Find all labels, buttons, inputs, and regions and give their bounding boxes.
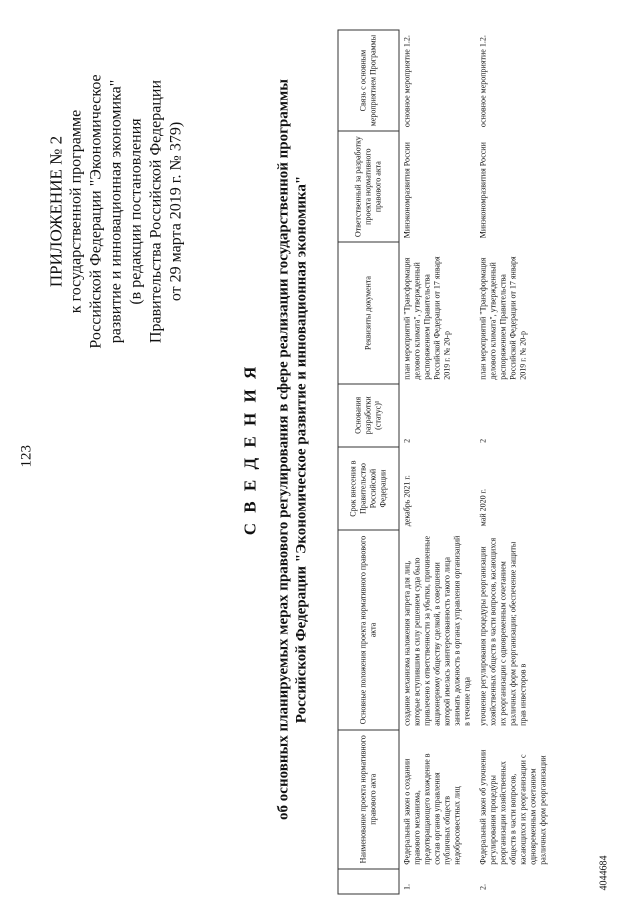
header-link: Связь с основным мероприятием Программы: [338, 30, 399, 131]
document-code: 4044684: [598, 855, 610, 891]
row-responsible: Минэкономразвития России: [402, 142, 412, 239]
appendix-line: от 29 марта 2019 г. № 379): [167, 121, 185, 302]
row-deadline: декабрь 2021 г.: [402, 475, 412, 527]
header-responsible: Ответственный за разработку проекта нормативного правового акта: [338, 131, 399, 242]
row-deadline: май 2020 г.: [478, 489, 488, 527]
appendix-line: (в редакции постановления: [127, 118, 145, 305]
document-subtitle-line: Российской Федерации "Экономическое развитие и инновационная экономика": [293, 175, 310, 724]
row-num: 2.: [478, 884, 488, 890]
row-name: Федеральный закон об уточнении регулирования процедуры реорганизации хозяйственных обществ в части вопросов, касающихся их реорганизации с одновременным сочетанием различных форм реорганизации: [478, 749, 548, 865]
header-num: [338, 869, 399, 894]
document-title: С В Е Д Е Н И Я: [240, 363, 260, 536]
header-document: Реквизиты документа: [338, 242, 399, 383]
appendix-line: к государственной программе: [67, 109, 85, 314]
row-name: Федеральный закон о создании правового механизма, предотвращающего вхождение в состав органов управления публичных обществ недобросовестных лиц: [402, 753, 462, 865]
rotated-page: [1, 0, 640, 905]
document-heading: [241, 25, 311, 875]
row-provisions: создание механизма наложения запрета для лиц, которые вступившим в силу решением суда было привлечено к ответственности за убытки, причиненные акционерному обществу сделкой, в совершении которой имелась заинтересованность такого лица занимать должность в органах управления организаций в течение года: [402, 535, 472, 726]
appendix-title: ПРИЛОЖЕНИЕ № 2: [46, 135, 66, 288]
row-provisions: уточнение регулирования процедуры реорганизации хозяйственных обществ в части вопросов, касающихся их реорганизации с одновременным сочетанием различных форм реорганизации; обеспечение защиты прав инвесторов в: [478, 537, 528, 726]
row-link: основное мероприятие 1.2.: [402, 35, 412, 128]
appendix-line: Российской Федерации "Экономическое: [87, 74, 105, 349]
row-document: план мероприятий "Трансформация делового климата", утвержденный распоряжением Правительства Российской Федерации от 17 января 2019 г. № 20-р: [478, 256, 528, 380]
header-basis: Основания разработки (статус)¹: [338, 384, 399, 447]
appendix-line: Правительства Российской Федерации: [147, 79, 165, 344]
row-link: основное мероприятие 1.2.: [478, 35, 488, 128]
row-basis: 2: [402, 438, 412, 443]
table-row: [476, 30, 552, 894]
row-responsible: Минэкономразвития России: [478, 142, 488, 239]
page-number: 123: [18, 445, 35, 468]
header-deadline: Срок внесения в Правительство Российской Федерации: [338, 447, 399, 530]
document-subtitle: [275, 25, 311, 875]
table-header-row: [338, 30, 399, 894]
appendix-line: развитие и инновационная экономика": [107, 79, 125, 344]
document-subtitle-line: об основных планируемых мерах правового регулирования в сфере реализации государственной программы: [275, 79, 292, 820]
table-row: [399, 30, 476, 894]
measures-table: [338, 30, 552, 895]
row-basis: 2: [478, 438, 488, 443]
appendix-block: [47, 22, 187, 402]
row-num: 1.: [402, 884, 412, 890]
row-document: план мероприятий "Трансформация делового климата", утвержденный распоряжением Правительства Российской Федерации от 17 января 2019 г. № 20-р: [402, 256, 452, 380]
header-name: Наименование проекта нормативного правового акта: [338, 730, 399, 869]
header-provisions: Основные положения проекта нормативного правового акта: [338, 530, 399, 730]
